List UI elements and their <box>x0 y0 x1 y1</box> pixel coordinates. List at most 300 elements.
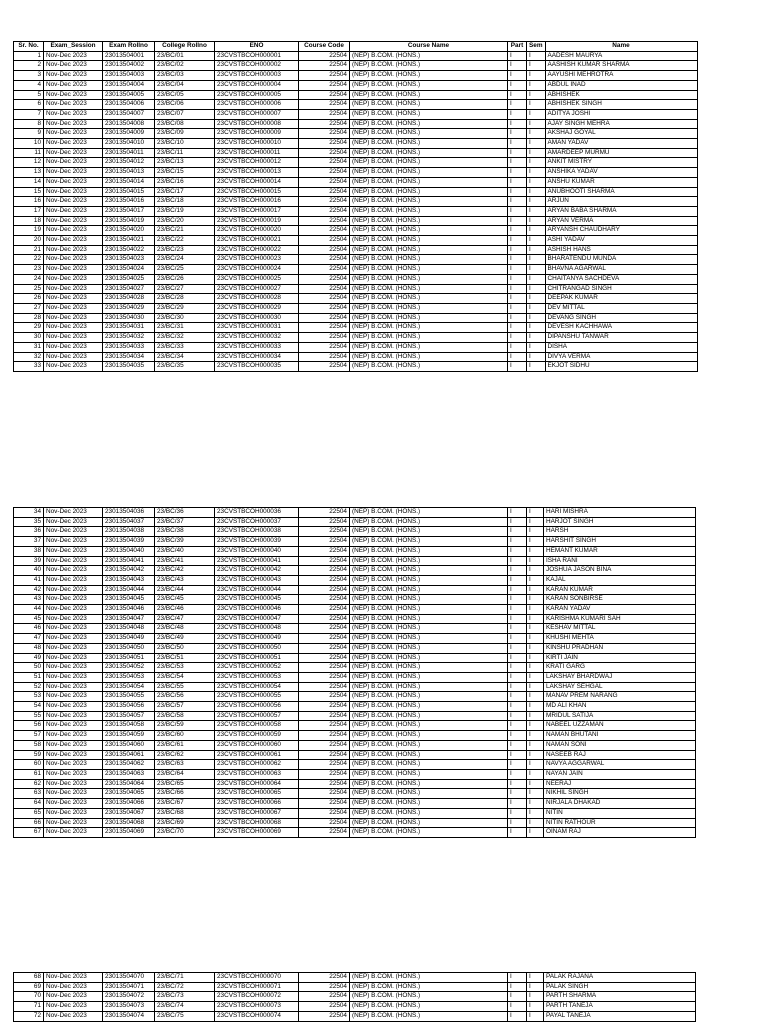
cell-course-code: 22504 <box>299 527 350 537</box>
cell-sem: I <box>527 769 544 779</box>
cell-course-code: 22504 <box>299 226 350 236</box>
cell-name: KAJAL <box>544 575 696 585</box>
cell-part: I <box>508 313 527 323</box>
cell-course-name: (NEP) B.COM. (HONS.) <box>350 265 508 275</box>
cell-exam-rollno: 23013504056 <box>103 702 155 712</box>
cell-sr-no: 14 <box>14 177 44 187</box>
cell-eno: 23CVSTBCOH000057 <box>215 711 299 721</box>
cell-eno: 23CVSTBCOH000067 <box>215 808 299 818</box>
cell-sr-no: 24 <box>14 274 44 284</box>
cell-exam-session: Nov-Dec 2023 <box>44 566 103 576</box>
cell-eno: 23CVSTBCOH000003 <box>215 71 299 81</box>
table-row <box>14 119 698 129</box>
cell-course-name: (NEP) B.COM. (HONS.) <box>350 750 508 760</box>
cell-exam-session: Nov-Dec 2023 <box>44 556 103 566</box>
cell-part: I <box>508 672 527 682</box>
cell-course-code: 22504 <box>299 148 350 158</box>
roll-list-table-page-2 <box>13 507 696 838</box>
cell-course-code: 22504 <box>299 556 350 566</box>
cell-course-name: (NEP) B.COM. (HONS.) <box>350 274 508 284</box>
cell-course-code: 22504 <box>299 187 350 197</box>
cell-exam-rollno: 23013504060 <box>103 740 155 750</box>
cell-course-name: (NEP) B.COM. (HONS.) <box>350 294 508 304</box>
table-row <box>14 80 698 90</box>
cell-course-code: 22504 <box>299 614 350 624</box>
table-row <box>14 255 698 265</box>
cell-part: I <box>508 168 527 178</box>
cell-exam-session: Nov-Dec 2023 <box>44 779 103 789</box>
table-row <box>14 187 698 197</box>
cell-exam-rollno: 23013504073 <box>103 1002 155 1012</box>
cell-part: I <box>508 323 527 333</box>
cell-exam-rollno: 23013504051 <box>103 653 155 663</box>
cell-sr-no: 1 <box>14 51 44 61</box>
cell-exam-session: Nov-Dec 2023 <box>44 595 103 605</box>
cell-course-code: 22504 <box>299 721 350 731</box>
cell-part: I <box>508 119 527 129</box>
cell-course-name: (NEP) B.COM. (HONS.) <box>350 566 508 576</box>
cell-sr-no: 22 <box>14 255 44 265</box>
cell-part: I <box>508 177 527 187</box>
cell-name: OINAM RAJ <box>544 828 696 838</box>
cell-sem: I <box>527 663 544 673</box>
cell-course-code: 22504 <box>299 711 350 721</box>
cell-course-name: (NEP) B.COM. (HONS.) <box>350 90 508 100</box>
cell-part: I <box>508 80 527 90</box>
cell-course-name: (NEP) B.COM. (HONS.) <box>350 556 508 566</box>
cell-part: I <box>508 546 527 556</box>
cell-eno: 23CVSTBCOH000042 <box>215 566 299 576</box>
cell-course-name: (NEP) B.COM. (HONS.) <box>350 546 508 556</box>
cell-name: ARYAN BABA SHARMA <box>545 206 697 216</box>
table-row <box>14 663 696 673</box>
cell-name: KRATI GARG <box>544 663 696 673</box>
cell-college-rollno: 23/BC/25 <box>155 265 215 275</box>
cell-eno: 23CVSTBCOH000036 <box>215 508 299 518</box>
cell-sr-no: 70 <box>14 992 44 1002</box>
cell-eno: 23CVSTBCOH000071 <box>215 982 299 992</box>
cell-exam-session: Nov-Dec 2023 <box>44 61 103 71</box>
cell-exam-session: Nov-Dec 2023 <box>44 731 103 741</box>
cell-name: NITIN <box>544 808 696 818</box>
cell-course-name: (NEP) B.COM. (HONS.) <box>350 614 508 624</box>
cell-sem: I <box>527 517 544 527</box>
cell-course-code: 22504 <box>299 303 350 313</box>
cell-course-code: 22504 <box>299 537 350 547</box>
cell-course-code: 22504 <box>299 692 350 702</box>
cell-exam-rollno: 23013504020 <box>103 226 155 236</box>
cell-sr-no: 47 <box>14 634 44 644</box>
cell-name: CHAITANYA SACHDEVA <box>545 274 697 284</box>
cell-sem: I <box>527 158 546 168</box>
cell-exam-rollno: 23013504049 <box>103 634 155 644</box>
cell-exam-rollno: 23013504039 <box>103 537 155 547</box>
cell-sr-no: 68 <box>14 973 44 983</box>
cell-sr-no: 3 <box>14 71 44 81</box>
cell-college-rollno: 23/BC/41 <box>155 556 215 566</box>
cell-eno: 23CVSTBCOH000056 <box>215 702 299 712</box>
cell-course-name: (NEP) B.COM. (HONS.) <box>350 634 508 644</box>
cell-sem: I <box>527 614 544 624</box>
cell-sr-no: 72 <box>14 1011 44 1021</box>
cell-college-rollno: 23/BC/66 <box>155 789 215 799</box>
cell-course-name: (NEP) B.COM. (HONS.) <box>350 303 508 313</box>
table-row <box>14 168 698 178</box>
cell-part: I <box>508 575 527 585</box>
cell-exam-rollno: 23013504066 <box>103 799 155 809</box>
cell-part: I <box>508 721 527 731</box>
table-row <box>14 226 698 236</box>
cell-sem: I <box>527 342 546 352</box>
table-row <box>14 624 696 634</box>
table-row <box>14 51 698 61</box>
cell-exam-session: Nov-Dec 2023 <box>44 702 103 712</box>
cell-sem: I <box>527 362 546 372</box>
cell-part: I <box>508 614 527 624</box>
cell-name: NAMAN SONI <box>544 740 696 750</box>
cell-course-name: (NEP) B.COM. (HONS.) <box>350 206 508 216</box>
cell-sem: I <box>527 643 544 653</box>
cell-course-name: (NEP) B.COM. (HONS.) <box>350 973 508 983</box>
cell-course-name: (NEP) B.COM. (HONS.) <box>350 148 508 158</box>
cell-course-code: 22504 <box>299 119 350 129</box>
cell-eno: 23CVSTBCOH000050 <box>215 643 299 653</box>
cell-part: I <box>508 187 527 197</box>
header-college-rollno: College Rollno <box>155 42 215 52</box>
cell-course-name: (NEP) B.COM. (HONS.) <box>350 711 508 721</box>
table-row <box>14 546 696 556</box>
cell-sr-no: 17 <box>14 206 44 216</box>
cell-course-code: 22504 <box>299 517 350 527</box>
table-row <box>14 682 696 692</box>
table-row <box>14 779 696 789</box>
cell-name: HARSHIT SINGH <box>544 537 696 547</box>
cell-sem: I <box>527 61 546 71</box>
cell-course-code: 22504 <box>299 634 350 644</box>
cell-course-name: (NEP) B.COM. (HONS.) <box>350 779 508 789</box>
cell-sem: I <box>527 90 546 100</box>
cell-sem: I <box>527 992 544 1002</box>
cell-course-code: 22504 <box>299 973 350 983</box>
cell-part: I <box>508 197 527 207</box>
cell-exam-rollno: 23013504019 <box>103 216 155 226</box>
cell-name: KIRTI JAIN <box>544 653 696 663</box>
cell-college-rollno: 23/BC/02 <box>155 61 215 71</box>
cell-college-rollno: 23/BC/24 <box>155 255 215 265</box>
cell-course-code: 22504 <box>299 274 350 284</box>
cell-college-rollno: 23/BC/73 <box>155 992 215 1002</box>
cell-part: I <box>508 779 527 789</box>
cell-course-name: (NEP) B.COM. (HONS.) <box>350 595 508 605</box>
cell-sr-no: 9 <box>14 129 44 139</box>
cell-sem: I <box>527 692 544 702</box>
cell-sem: I <box>527 828 544 838</box>
cell-sem: I <box>527 760 544 770</box>
cell-course-name: (NEP) B.COM. (HONS.) <box>350 508 508 518</box>
table-row <box>14 527 696 537</box>
cell-exam-session: Nov-Dec 2023 <box>44 294 103 304</box>
cell-part: I <box>508 148 527 158</box>
cell-exam-rollno: 23013504033 <box>103 342 155 352</box>
cell-course-name: (NEP) B.COM. (HONS.) <box>350 731 508 741</box>
table-row <box>14 789 696 799</box>
cell-eno: 23CVSTBCOH000010 <box>215 139 299 149</box>
cell-exam-rollno: 23013504031 <box>103 323 155 333</box>
cell-sem: I <box>527 537 544 547</box>
cell-sr-no: 5 <box>14 90 44 100</box>
cell-college-rollno: 23/BC/18 <box>155 197 215 207</box>
cell-sem: I <box>527 982 544 992</box>
cell-college-rollno: 23/BC/27 <box>155 284 215 294</box>
cell-course-code: 22504 <box>299 740 350 750</box>
cell-sr-no: 62 <box>14 779 44 789</box>
cell-exam-session: Nov-Dec 2023 <box>44 216 103 226</box>
cell-sem: I <box>527 206 546 216</box>
cell-name: LAKSHAY SEHGAL <box>544 682 696 692</box>
cell-exam-session: Nov-Dec 2023 <box>44 342 103 352</box>
cell-exam-rollno: 23013504008 <box>103 119 155 129</box>
header-course-name: Course Name <box>350 42 508 52</box>
cell-exam-session: Nov-Dec 2023 <box>44 585 103 595</box>
cell-exam-session: Nov-Dec 2023 <box>44 197 103 207</box>
cell-name: PALAK RAJANA <box>544 973 696 983</box>
cell-name: JOSHUA JASON BINA <box>544 566 696 576</box>
cell-exam-rollno: 23013504030 <box>103 313 155 323</box>
cell-name: KESHAV MITTAL <box>544 624 696 634</box>
cell-course-code: 22504 <box>299 1011 350 1021</box>
cell-exam-session: Nov-Dec 2023 <box>44 760 103 770</box>
cell-eno: 23CVSTBCOH000013 <box>215 168 299 178</box>
cell-sem: I <box>527 177 546 187</box>
cell-eno: 23CVSTBCOH000029 <box>215 303 299 313</box>
cell-part: I <box>508 973 527 983</box>
cell-sr-no: 59 <box>14 750 44 760</box>
table-row <box>14 216 698 226</box>
table-row <box>14 556 696 566</box>
cell-sem: I <box>527 721 544 731</box>
cell-course-code: 22504 <box>299 760 350 770</box>
cell-course-code: 22504 <box>299 508 350 518</box>
cell-part: I <box>508 342 527 352</box>
cell-sr-no: 21 <box>14 245 44 255</box>
cell-sr-no: 63 <box>14 789 44 799</box>
cell-course-code: 22504 <box>299 789 350 799</box>
cell-sem: I <box>527 672 544 682</box>
cell-course-name: (NEP) B.COM. (HONS.) <box>350 672 508 682</box>
cell-course-name: (NEP) B.COM. (HONS.) <box>350 663 508 673</box>
cell-exam-session: Nov-Dec 2023 <box>44 177 103 187</box>
cell-sem: I <box>527 808 544 818</box>
table-row <box>14 294 698 304</box>
cell-course-code: 22504 <box>299 90 350 100</box>
cell-course-name: (NEP) B.COM. (HONS.) <box>350 245 508 255</box>
header-name: Name <box>545 42 697 52</box>
cell-exam-session: Nov-Dec 2023 <box>44 333 103 343</box>
cell-course-code: 22504 <box>299 158 350 168</box>
cell-name: MANAV PREM NARANG <box>544 692 696 702</box>
cell-eno: 23CVSTBCOH000040 <box>215 546 299 556</box>
cell-course-name: (NEP) B.COM. (HONS.) <box>350 187 508 197</box>
cell-course-name: (NEP) B.COM. (HONS.) <box>350 585 508 595</box>
table-row <box>14 537 696 547</box>
cell-course-code: 22504 <box>299 653 350 663</box>
cell-sr-no: 60 <box>14 760 44 770</box>
cell-exam-session: Nov-Dec 2023 <box>44 80 103 90</box>
cell-part: I <box>508 517 527 527</box>
cell-part: I <box>508 537 527 547</box>
cell-college-rollno: 23/BC/48 <box>155 624 215 634</box>
cell-college-rollno: 23/BC/09 <box>155 129 215 139</box>
cell-part: I <box>508 333 527 343</box>
table-row <box>14 653 696 663</box>
cell-eno: 23CVSTBCOH000048 <box>215 624 299 634</box>
cell-sem: I <box>527 274 546 284</box>
cell-exam-session: Nov-Dec 2023 <box>44 323 103 333</box>
header-sem: Sem <box>527 42 546 52</box>
cell-eno: 23CVSTBCOH000025 <box>215 274 299 284</box>
cell-exam-session: Nov-Dec 2023 <box>44 614 103 624</box>
cell-college-rollno: 23/BC/11 <box>155 148 215 158</box>
cell-part: I <box>508 109 527 119</box>
cell-course-code: 22504 <box>299 177 350 187</box>
table-row <box>14 61 698 71</box>
cell-part: I <box>508 100 527 110</box>
cell-sem: I <box>527 100 546 110</box>
table-row <box>14 992 696 1002</box>
cell-course-code: 22504 <box>299 168 350 178</box>
cell-exam-session: Nov-Dec 2023 <box>44 265 103 275</box>
cell-course-name: (NEP) B.COM. (HONS.) <box>350 702 508 712</box>
cell-course-code: 22504 <box>299 71 350 81</box>
cell-sr-no: 13 <box>14 168 44 178</box>
cell-course-name: (NEP) B.COM. (HONS.) <box>350 760 508 770</box>
cell-part: I <box>508 51 527 61</box>
table-row <box>14 323 698 333</box>
cell-name: ASHI YADAV <box>545 236 697 246</box>
cell-name: HARJOT SINGH <box>544 517 696 527</box>
table-row <box>14 672 696 682</box>
table-row <box>14 303 698 313</box>
cell-exam-session: Nov-Dec 2023 <box>44 575 103 585</box>
cell-sr-no: 52 <box>14 682 44 692</box>
cell-course-code: 22504 <box>299 236 350 246</box>
cell-sem: I <box>527 973 544 983</box>
cell-sem: I <box>527 711 544 721</box>
cell-course-code: 22504 <box>299 828 350 838</box>
cell-part: I <box>508 236 527 246</box>
cell-college-rollno: 23/BC/05 <box>155 90 215 100</box>
cell-course-code: 22504 <box>299 702 350 712</box>
table-row <box>14 352 698 362</box>
cell-eno: 23CVSTBCOH000059 <box>215 731 299 741</box>
cell-course-code: 22504 <box>299 129 350 139</box>
cell-sr-no: 53 <box>14 692 44 702</box>
table-row <box>14 731 696 741</box>
cell-college-rollno: 23/BC/13 <box>155 158 215 168</box>
cell-exam-session: Nov-Dec 2023 <box>44 51 103 61</box>
cell-sr-no: 54 <box>14 702 44 712</box>
cell-exam-session: Nov-Dec 2023 <box>44 245 103 255</box>
cell-sem: I <box>527 556 544 566</box>
cell-sr-no: 16 <box>14 197 44 207</box>
cell-exam-session: Nov-Dec 2023 <box>44 517 103 527</box>
table-row <box>14 90 698 100</box>
cell-sem: I <box>527 71 546 81</box>
cell-exam-rollno: 23013504053 <box>103 672 155 682</box>
table-row <box>14 197 698 207</box>
cell-sr-no: 15 <box>14 187 44 197</box>
cell-part: I <box>508 206 527 216</box>
cell-college-rollno: 23/BC/68 <box>155 808 215 818</box>
cell-part: I <box>508 663 527 673</box>
cell-name: ASHISH HANS <box>545 245 697 255</box>
cell-college-rollno: 23/BC/16 <box>155 177 215 187</box>
table-row <box>14 342 698 352</box>
header-sr-no: Sr. No. <box>14 42 44 52</box>
cell-sr-no: 25 <box>14 284 44 294</box>
cell-course-name: (NEP) B.COM. (HONS.) <box>350 799 508 809</box>
cell-eno: 23CVSTBCOH000041 <box>215 556 299 566</box>
cell-name: ANSHU KUMAR <box>545 177 697 187</box>
table-row <box>14 236 698 246</box>
cell-course-name: (NEP) B.COM. (HONS.) <box>350 362 508 372</box>
cell-sem: I <box>527 731 544 741</box>
cell-college-rollno: 23/BC/45 <box>155 595 215 605</box>
cell-name: KINSHU PRADHAN <box>544 643 696 653</box>
cell-sr-no: 67 <box>14 828 44 838</box>
cell-exam-session: Nov-Dec 2023 <box>44 139 103 149</box>
cell-course-name: (NEP) B.COM. (HONS.) <box>350 789 508 799</box>
table-row <box>14 721 696 731</box>
table-row <box>14 634 696 644</box>
cell-exam-rollno: 23013504046 <box>103 605 155 615</box>
cell-exam-session: Nov-Dec 2023 <box>44 799 103 809</box>
cell-eno: 23CVSTBCOH000074 <box>215 1011 299 1021</box>
cell-part: I <box>508 129 527 139</box>
cell-course-name: (NEP) B.COM. (HONS.) <box>350 342 508 352</box>
cell-course-name: (NEP) B.COM. (HONS.) <box>350 236 508 246</box>
cell-exam-rollno: 23013504065 <box>103 789 155 799</box>
cell-name: DIVYA VERMA <box>545 352 697 362</box>
cell-exam-rollno: 23013504062 <box>103 760 155 770</box>
cell-course-code: 22504 <box>299 139 350 149</box>
cell-college-rollno: 23/BC/15 <box>155 168 215 178</box>
cell-eno: 23CVSTBCOH000031 <box>215 323 299 333</box>
cell-sr-no: 64 <box>14 799 44 809</box>
cell-sr-no: 45 <box>14 614 44 624</box>
cell-college-rollno: 23/BC/70 <box>155 828 215 838</box>
cell-sem: I <box>527 750 544 760</box>
cell-course-code: 22504 <box>299 100 350 110</box>
cell-name: KARISHMA KUMARI SAH <box>544 614 696 624</box>
cell-college-rollno: 23/BC/38 <box>155 527 215 537</box>
cell-part: I <box>508 711 527 721</box>
cell-course-code: 22504 <box>299 61 350 71</box>
cell-sr-no: 61 <box>14 769 44 779</box>
table-row <box>14 575 696 585</box>
cell-part: I <box>508 265 527 275</box>
cell-name: PARTH SHARMA <box>544 992 696 1002</box>
cell-course-name: (NEP) B.COM. (HONS.) <box>350 255 508 265</box>
table-row <box>14 274 698 284</box>
table-row <box>14 614 696 624</box>
cell-college-rollno: 23/BC/31 <box>155 323 215 333</box>
cell-part: I <box>508 740 527 750</box>
cell-college-rollno: 23/BC/01 <box>155 51 215 61</box>
cell-course-name: (NEP) B.COM. (HONS.) <box>350 828 508 838</box>
cell-part: I <box>508 61 527 71</box>
cell-exam-rollno: 23013504041 <box>103 556 155 566</box>
